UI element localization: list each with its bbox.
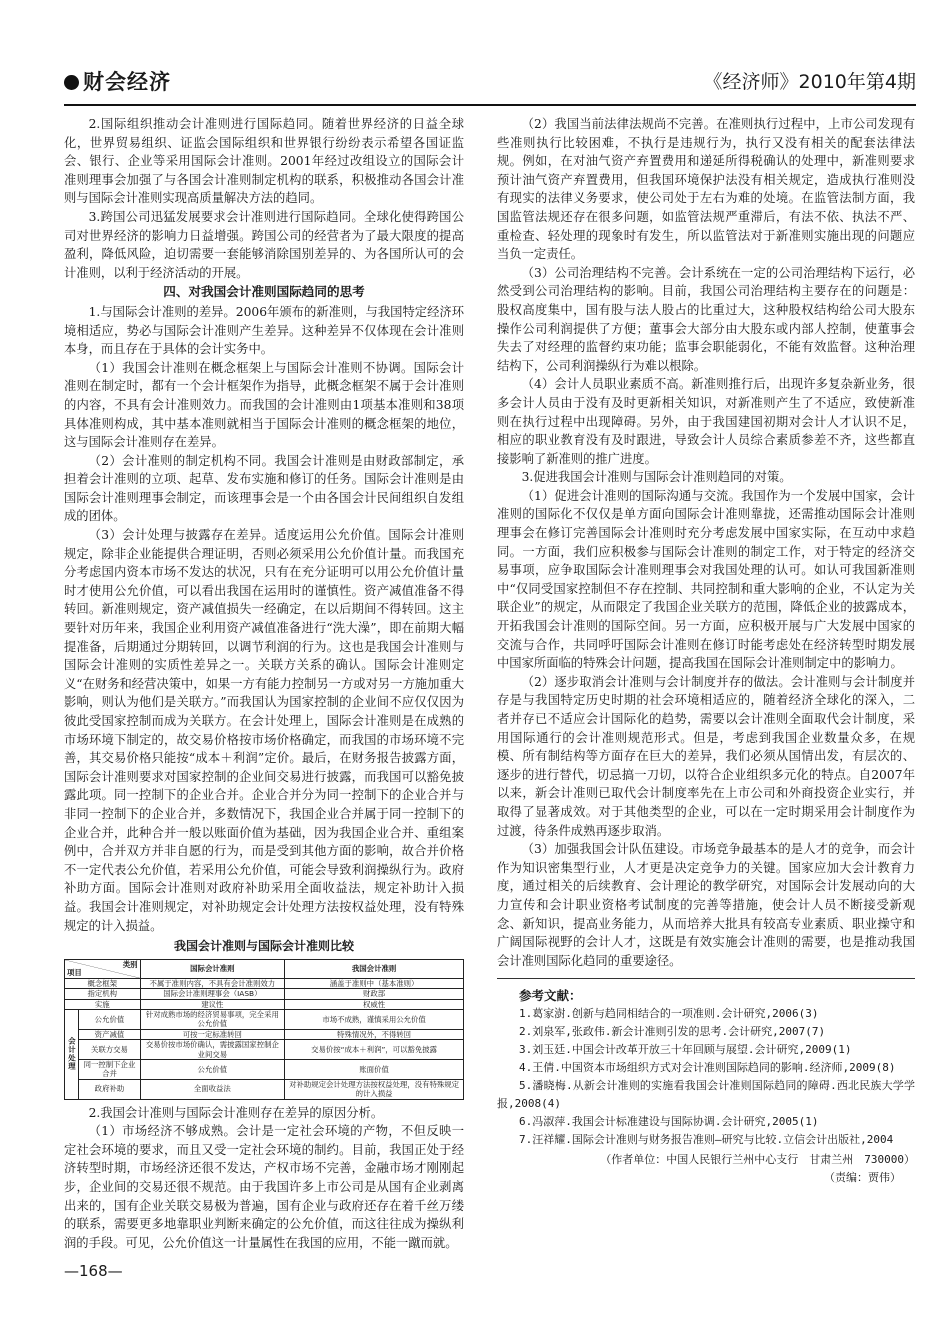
column-header: 国际会计准则: [140, 959, 285, 978]
row-group-label: 会计处理: [65, 1009, 79, 1099]
table-row: [65, 1079, 464, 1099]
corner-label-category: 类别: [122, 959, 138, 969]
table-cell: 涵盖于准则中（基本准则）: [285, 978, 464, 988]
paragraph: （3）加强我国会计队伍建设。市场竞争最基本的是人才的竞争，而会计作为知识密集型行业，人才更是决定竞争力的关键。国家应加大会计教育力度，通过相关的后续教育、会计理论的教学研究，对国际会计发展动向的大力宣传和会计职业资格考试制度的完善等措施，使会计人员不断接受新观念、新知识，提高业务能力，从而培养大批具有较高专业素质、职业操守和广阔国际视野的会计人才，这既是有效实施会计准则的需要，也是推动我国会计准则国际化趋同的重要途径。: [497, 842, 915, 968]
row-label: 同一控制下企业合并: [79, 1059, 140, 1079]
table-header-row: [65, 959, 464, 978]
row-label: 指定机构: [65, 989, 141, 999]
journal-issue: 《经济师》2010年第4期: [703, 71, 916, 93]
paragraph: （3）会计处理与披露存在差异。适度运用公允价值。国际会计准则规定，除非企业能提供合理证明，否则必须采用公允价值计量。而我国充分考虑国内资本市场不发达的状况，只有在充分证明可以用公允价值计量时才使用公允价值，可以看出我国在运用时的谨慎性。资产减值准备不得转回。新准则规定，资产减值损失一经确定，在以后期间不得转回。这主要针对历年来，我国企业利用资产减值准备进行“洗大澡”，即在前期大幅提准备，后期通过分期转回，以调节利润的行为。这也是我国会计准则与国际会计准则的实质性差异之一。关联方关系的确认。国际会计准则定义“在财务和经营决策中，如果一方有能力控制另一方或对另一方施加重大影响，则认为他们是关联方。”而我国认为国家控制的企业间不应仅仅因为彼此受国家控制而成为关联方。在会计处理上，国际会计准则是在成熟的市场环境下制定的，故交易价格按市场价格确定，而我国的市场环境不完善，其交易价格只能按“成本＋利润”定价。最后，在财务报告披露方面，国际会计准则要求对国家控制的企业间交易进行披露，而我国可以豁免披露此项。同一控制下的企业合并。企业合并分为同一控制下的企业合并与非同一控制下的企业合并，多数情况下，我国企业合并属于同一控制下的企业合并，此种合并一般以账面价值为基础，因为我国企业合并、重组案例中，合并双方并非自愿的行为，而是受到其他方面的影响，故合并价格不一定代表公允价值，若采用公允价值，可能会导致利润操纵行为。政府补助方面。国际会计准则对政府补助采用全面收益法，规定补助计入损益。我国会计准则规定，对补助规定会计处理方法按权益处理，没有特殊规定的计入损益。: [64, 528, 464, 933]
paragraph: （1）促进会计准则的国际沟通与交流。我国作为一个发展中国家，会计准则的国际化不仅仅是单方面向国际会计准则靠拢，还需推动国际会计准则理事会在修订完善国际会计准则时充分考虑发展中国家实际，在互动中求趋同。一方面，我们应积极参与国际会计准则的制定工作，对于特定的经济交易事项，应争取国际会计准则理事会对我国处理的认可。如认可我国新准则中“仅同受国家控制但不存在控制、共同控制和重大影响的企业，不认定为关联企业”的规定，从而限定了我国企业关联方的范围，降低企业的披露成本，开拓我国会计准则的国际空间。另一方面，应积极开展与广大发展中国家的交流与合作，共同呼吁国际会计准则在修订时能考虑处在经济转型时期发展中国家所面临的特殊会计问题，提高我国在国际会计准则制定中的影响力。: [497, 488, 915, 671]
paragraph: （1）市场经济不够成熟。会计是一定社会环境的产物，不但反映一定社会环境的要求，而且又受一定社会环境的制约。目前，我国正处于经济转型时期，市场经济还很不发达，产权市场不完善，金融市场才刚刚起步，企业间的交易还很不规范。由于我国许多上市公司是从国有企业剥离出来的，国有企业关联交易极为普遍，国有企业与政府还存在着千丝万缕的联系，需要更多地靠职业判断来确定的公允价值，而这往往成为操纵利润的手段。可见，公允价值这一计量属性在我国的应用，不能一蹴而就。: [64, 1124, 464, 1250]
reference-item: 5.潘晓梅.从新会计准则的实施看我国会计准则国际趋同的障碍.西北民族大学学报,2008(4): [497, 1079, 915, 1111]
reference-item: 3.刘玉廷.中国会计改革开放三十年回顾与展望.会计研究,2009(1): [519, 1043, 852, 1057]
table-corner-cell: [65, 959, 141, 978]
table-cell: 特殊情况外，不得转回: [285, 1029, 464, 1039]
row-label: 关联方交易: [79, 1040, 140, 1060]
paragraph: （4）会计人员职业素质不高。新准则推行后，出现许多复杂新业务，很多会计人员由于没有及时更新相关知识，对新准则产生了不适应，致使新准则在执行过程中出现障碍。另外，由于我国建国初期对会计人才认识不足，相应的职业教育没有及时跟进，导致会计人员综合素质参差不齐，这些都直接影响了新准则的推广进度。: [497, 377, 915, 466]
page-number: —168—: [64, 1262, 123, 1280]
table-cell: 权威性: [285, 999, 464, 1009]
section-tag: [64, 66, 171, 96]
table-row: [65, 1009, 464, 1029]
table-cell: 国际会计准则理事会（IASB）: [140, 989, 285, 999]
table-cell: 交易价按市场价确认，需披露国家控制企业间交易: [140, 1040, 285, 1060]
table-row: [65, 989, 464, 999]
reference-item: 2.刘泉军,张政伟.新会计准则引发的思考.会计研究,2007(7): [519, 1025, 826, 1039]
section-heading: 四、对我国会计准则国际趋同的思考: [163, 284, 365, 300]
table-title: 我国会计准则与国际会计准则比较: [173, 939, 354, 954]
table-cell: 账面价值: [285, 1059, 464, 1079]
editor-note: （责编：贾伟）: [824, 1171, 901, 1185]
paragraph: （2）逐步取消会计准则与会计制度并存的做法。会计准则与会计制度并存是与我国特定历史时期的社会环境相适应的，随着经济全球化的深入，二者并存已不适应会计国际化的趋势，需要以会计准则全面取代会计制度，采用国际通行的会计准则规范形式。但是，考虑到我国企业数量众多，在规模、所有制结构等方面存在巨大的差异，我们必须从国情出发，有层次的、逐步的进行替代，切忌搞一刀切，以符合企业组织多元化的特点。自2007年以来，新会计准则已取代会计制度率先在上市公司和外商投资企业实行，并取得了显著成效。对于其他类型的企业，可以在一定时期采用会计制度作为过渡，待条件成熟再逐步取消。: [497, 674, 915, 838]
reference-item: 6.冯淑萍.我国会计标准建设与国际协调.会计研究,2005(1): [519, 1115, 819, 1129]
right-column: [497, 115, 915, 1187]
table-row: [65, 999, 464, 1009]
table-cell: 财政部: [285, 989, 464, 999]
page-header: [64, 64, 916, 106]
paragraph: （3）公司治理结构不完善。会计系统在一定的公司治理结构下运行，必然受到公司治理结构的影响。目前，我国公司治理结构主要存在的问题是：股权高度集中，国有股与法人股占的比重过大，这种股权结构给公司大股东操作公司利润提供了方便；董事会大部分由大股东或内部人控制，使董事会失去了对经理的监督约束功能；监事会职能弱化，不能有效监督。这种治理结构下，公司利润操纵行为难以根除。: [497, 265, 915, 373]
table-cell: 对补助规定会计处理方法按权益处理，没有特殊规定的计入损益: [285, 1079, 464, 1099]
table-cell: 交易价按“成本＋利润”，可以豁免披露: [285, 1040, 464, 1060]
column-header: 我国会计准则: [285, 959, 464, 978]
paragraph: （1）我国会计准则在概念框架上与国际会计准则不协调。国际会计准则在制定时，都有一个会计框架作为指导，此概念框架不属于会计准则的内容，不具有会计准则效力。而我国的会计准则由1项基本准则和38项具体准则构成，其中基本准则就相当于国际会计准则的概念框架的地位，这与国际会计准则存在差异。: [64, 360, 464, 450]
paragraph: 3.跨国公司迅猛发展要求会计准则进行国际趋同。全球化使得跨国公司对世界经济的影响力日益增强。跨国公司的经营者为了最大限度的提高盈利，降低风险，迫切需要一套能够消除国别差异的、为各国所认可的会计准则，以利于经济活动的开展。: [64, 209, 464, 280]
paragraph: 1.与国际会计准则的差异。2006年颁布的新准则，与我国特定经济环境相适应，势必与国际会计准则产生差异。这种差异不仅体现在会计准则本身，而且存在于具体的会计实务中。: [64, 304, 464, 357]
row-label: 实施: [65, 999, 141, 1009]
row-label: 资产减值: [79, 1029, 140, 1039]
author-affiliation: （作者单位：中国人民银行兰州中心支行 甘肃兰州 730000）: [600, 1153, 915, 1167]
row-label: 概念框架: [65, 978, 141, 988]
reference-item: 4.王倩.中国资本市场组织方式对会计准则国际趋同的影响.经济师,2009(8): [519, 1061, 896, 1075]
references: [497, 978, 915, 1187]
table-cell: 市场不成熟，谨慎采用公允价值: [285, 1009, 464, 1029]
table-cell: 公允价值: [140, 1059, 285, 1079]
left-column: [64, 115, 464, 1252]
table-row: [65, 978, 464, 988]
table-cell: 不属于准则内容，不具有会计准则效力: [140, 978, 285, 988]
table-row: [65, 1040, 464, 1060]
bullet-dot-icon: [64, 75, 79, 90]
paragraph: （2）我国当前法律法规尚不完善。在准则执行过程中，上市公司发现有些准则执行比较困难，不执行是违规行为，执行又没有相关的配套法律法规。例如，在对油气资产弃置费用和递延所得税确认的处理中，新准则要求预计油气资产弃置费用，但我国环境保护法没有相关规定，造成执行准则没有现实的法律义务要求，使公司处于左右为难的处境。在监管法制方面，我国监管法规还存在很多问题，如监管法规严重滞后，有法不依、执法不严、重检查、轻处理的现象时有发生，所以监管法对于新准则实施出现的问题应当负一定责任。: [497, 117, 915, 262]
corner-label-item: 项目: [67, 968, 82, 978]
paragraph: 2.我国会计准则与国际会计准则存在差异的原因分析。: [88, 1105, 384, 1120]
row-label: 公允价值: [79, 1009, 140, 1029]
reference-item: 1.葛家澍.创新与趋同相结合的一项准则.会计研究,2006(3): [519, 1007, 819, 1021]
references-title: 参考文献：: [519, 988, 582, 1004]
table-cell: 全面收益法: [140, 1079, 285, 1099]
paragraph: （2）会计准则的制定机构不同。我国会计准则是由财政部制定，承担着会计准则的立项、起草、发布实施和修订的任务。国际会计准则是由国际会计准则理事会制定，而该理事会是一个由各国会计民间组织自发组成的团体。: [64, 453, 464, 524]
table-cell: 针对成熟市场的经济贸易事项，完全采用公允价值: [140, 1009, 285, 1029]
table-row: [65, 1029, 464, 1039]
paragraph: 3.促进我国会计准则与国际会计准则趋同的对策。: [521, 470, 792, 485]
table-cell: 建议性: [140, 999, 285, 1009]
section-title: 财会经济: [83, 70, 171, 94]
comparison-table: [64, 959, 464, 1100]
reference-item: 7.汪祥耀.国际会计准则与财务报告准则—研究与比较.立信会计出版社,2004: [519, 1133, 894, 1147]
paragraph: 2.国际组织推动会计准则进行国际趋同。随着世界经济的日益全球化，世界贸易组织、证监会国际组织和世界银行纷纷表示希望各国证监会、银行、企业等采用国际会计准则。2001年经过改组设立的国际会计准则理事会加强了与各国会计准则制定机构的联系，积极推动各国会计准则与国际会计准则实现高质量解决方法的趋同。: [64, 117, 464, 206]
table-cell: 可按一定标准转回: [140, 1029, 285, 1039]
row-label: 政府补助: [79, 1079, 140, 1099]
table-row: [65, 1059, 464, 1079]
